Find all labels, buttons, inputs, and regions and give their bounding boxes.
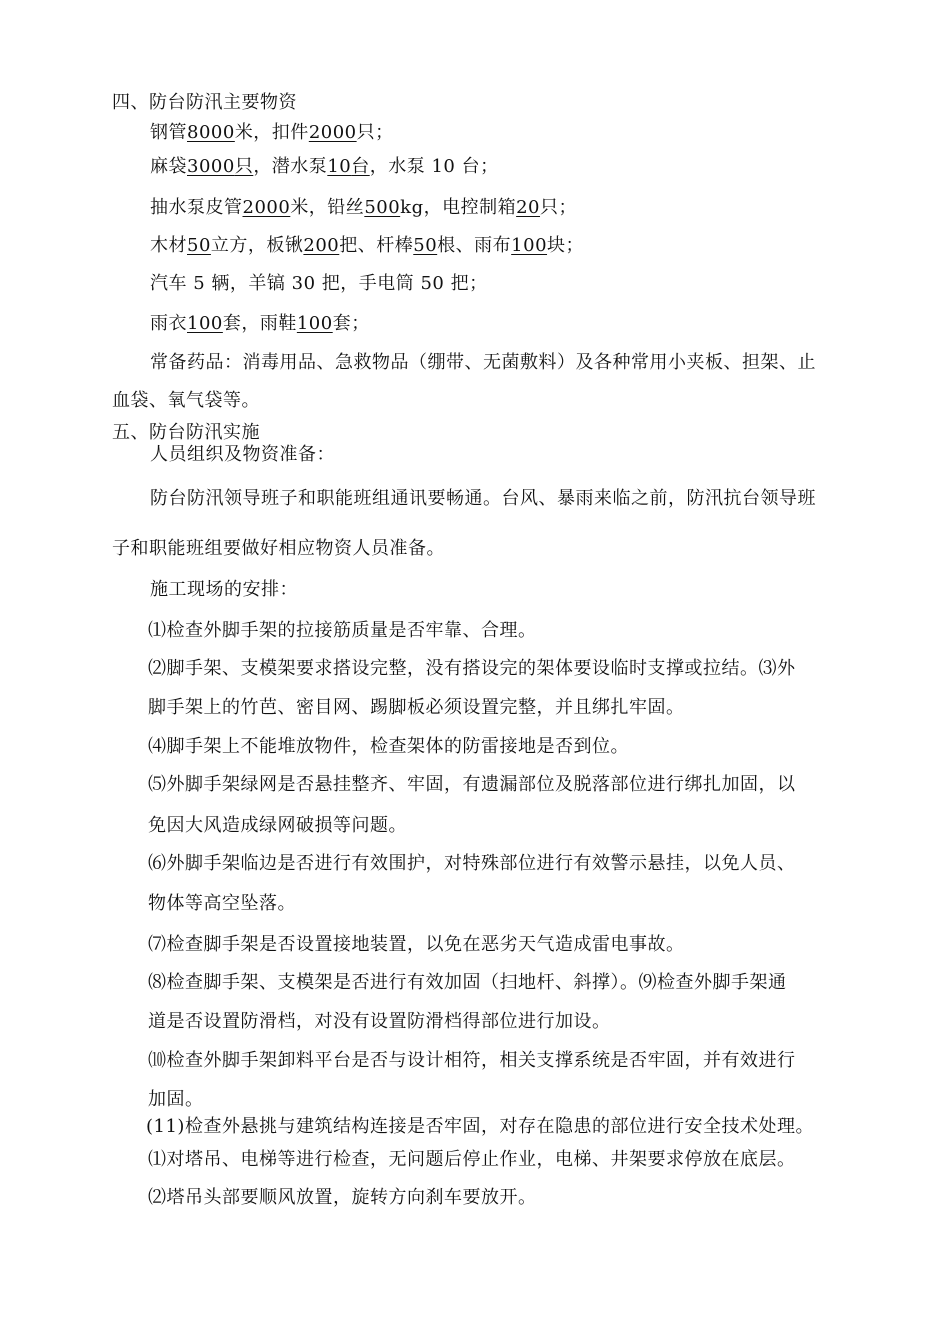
text: 钢管 [150,122,187,143]
list-item: (11)检查外悬挑与建筑结构连接是否牢固，对存在隐患的部位进行安全技术处理。 [146,1116,814,1137]
material-line-steel-pipe [150,122,394,144]
value-underlined: 10台 [327,156,370,177]
text: 抽水泵皮管 [150,197,243,218]
value-underlined: 2000 [308,122,357,143]
list-item-cont: 免因大风造成绿网破损等问题。 [148,815,407,836]
text: 只； [356,122,394,143]
list-item: ⑸外脚手架绿网是否悬挂整齐、牢固，有遗漏部位及脱落部位进行绑扎加固，以 [148,774,796,795]
value-underlined: 8000 [187,122,235,143]
list-item-cont: 加固。 [148,1089,204,1110]
list-item: ⑺检查脚手架是否设置接地装置，以免在恶劣天气造成雷电事故。 [148,934,685,955]
text: 块； [547,235,585,256]
list-item: ⑹外脚手架临边是否进行有效围护，对特殊部位进行有效警示悬挂，以免人员、 [148,853,796,874]
value-underlined: 20 [516,197,541,218]
text: 米，扣件 [234,122,309,143]
material-line-hose [150,197,577,219]
value-underlined: 2000 [242,197,291,218]
list-item-cont: 物体等高空坠落。 [148,893,296,914]
paragraph-line: 子和职能班组要做好相应物资人员准备。 [112,538,445,559]
material-line-vehicles: 汽车 5 辆，羊镐 30 把，手电筒 50 把； [150,273,488,294]
subheading-personnel: 人员组织及物资准备： [150,444,335,465]
text: 根、雨布 [437,235,512,256]
material-line-sandbags [150,156,499,178]
value-underlined: 3000只 [187,156,254,177]
value-underlined: 100 [296,313,333,334]
list-item: ⑷脚手架上不能堆放物件，检查架体的防雷接地是否到位。 [148,736,629,757]
text: 套； [332,313,370,334]
value-underlined: 50 [413,235,438,256]
value-underlined: 50 [187,235,211,256]
medicine-line-2: 血袋、氧气袋等。 [112,390,260,411]
value-underlined: 100 [187,313,223,334]
medicine-line-1: 常备药品：消毒用品、急救物品（绷带、无菌敷料）及各种常用小夹板、担架、止 [150,352,816,373]
list-item: ⑻检查脚手架、支模架是否进行有效加固（扫地杆、斜撑）。⑼检查外脚手架通 [148,972,787,993]
section-4-heading: 四、防台防汛主要物资 [112,92,297,113]
text: 只； [540,197,578,218]
list-item-cont: 道是否设置防滑档，对没有设置防滑档得部位进行加设。 [148,1011,611,1032]
subheading-site: 施工现场的安排： [150,579,298,600]
text: 麻袋 [150,156,187,177]
text: ，水泵 10 台； [369,156,499,177]
list-item: ⑴检查外脚手架的拉接筋质量是否牢靠、合理。 [148,620,537,641]
paragraph-line: 防台防汛领导班子和职能班组通讯要畅通。台风、暴雨来临之前，防汛抗台领导班 [150,488,816,509]
text: 立方，板锹 [210,235,304,256]
material-line-timber [150,235,584,257]
value-underlined: 100 [511,235,548,256]
text: 雨衣 [150,313,187,334]
text: kg，电控制箱 [400,197,517,218]
list-item: ⑵脚手架、支模架要求搭设完整，没有搭设完的架体要设临时支撑或拉结。⑶外 [148,658,796,679]
text: 把、杆棒 [339,235,414,256]
text: 米，铅丝 [290,197,365,218]
list-item: ⑽检查外脚手架卸料平台是否与设计相符，相关支撑系统是否牢固，并有效进行 [148,1050,796,1071]
value-underlined: 500 [364,197,401,218]
list-item-cont: 脚手架上的竹芭、密目网、踢脚板必须设置完整，并且绑扎牢固。 [148,697,685,718]
list-item: ⑵塔吊头部要顺风放置，旋转方向刹车要放开。 [148,1187,537,1208]
section-5-heading: 五、防台防汛实施 [112,422,260,443]
list-item: ⑴对塔吊、电梯等进行检查，无问题后停止作业，电梯、井架要求停放在底层。 [148,1149,796,1170]
material-line-raingear [150,313,370,335]
text: 套，雨鞋 [222,313,297,334]
text: 木材 [150,235,187,256]
text: ，潜水泵 [253,156,328,177]
value-underlined: 200 [303,235,340,256]
